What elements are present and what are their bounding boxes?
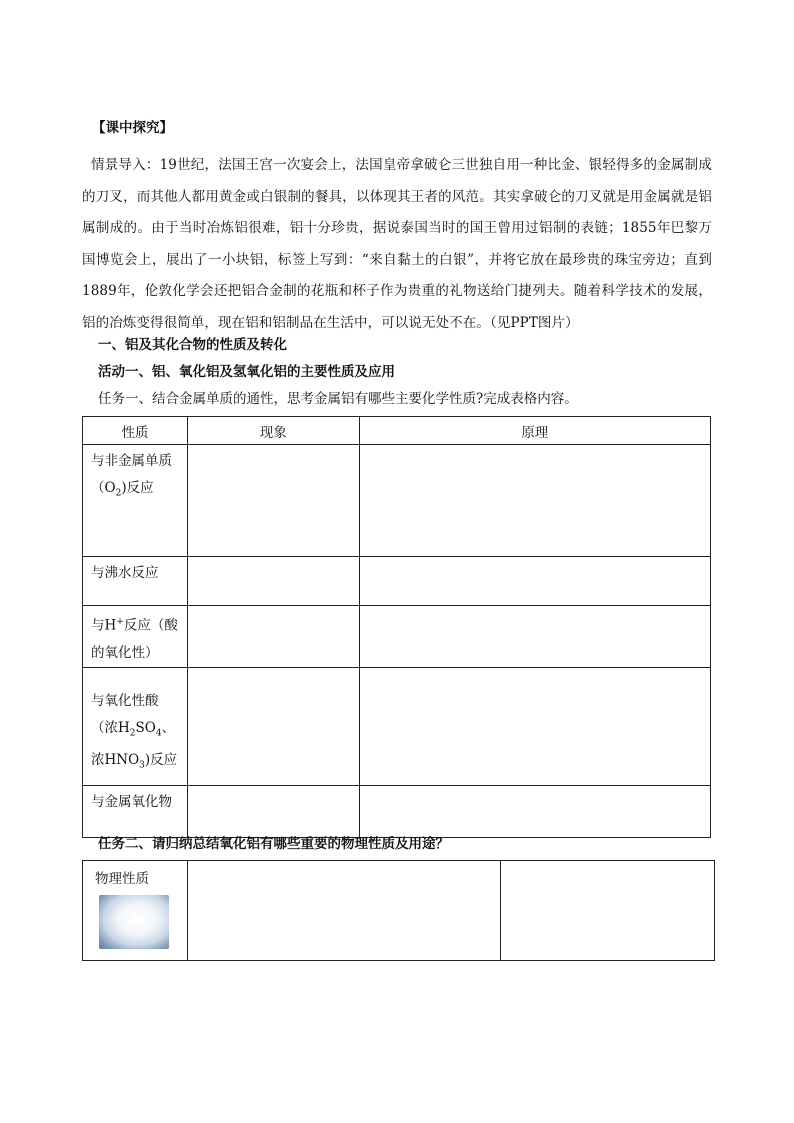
property-cell: 与H+反应（酸的氧化性）	[83, 606, 188, 668]
task-2-text: 任务二、请归纳总结氧化铝有哪些重要的物理性质及用途？	[98, 836, 449, 852]
white-powder-photo-icon	[99, 895, 169, 949]
table-row	[83, 557, 711, 606]
property-cell: 与氧化性酸（浓$H_2SO_4$、浓$HNO_3$)反应	[83, 667, 188, 785]
intro-paragraph: 情景导入：19世纪，法国王宫一次宴会上，法国皇帝拿破仑三世独自用一种比金、银轻得多的金属制成的刀叉，而其他人都用黄金或白银制的餐具，以体现其王者的风范。其实拿破仑的刀叉就是用金属就是铝属制成的。由于当时冶炼铝很难，铝十分珍贵，据说泰国当时的国王曾用过铝制的表链；1855年巴黎万国博览会上，展出了一小块铝，标签上写到：“来自黏土的白银”，并将它放在最珍贵的珠宝旁边；直到1889年，伦敦化学会还把铝合金制的花瓶和杯子作为贵重的礼物送给门捷列夫。随着科学技术的发展，铝的冶炼变得很简单，现在铝和铝制品在生活中，可以说无处不在。（见PPT图片）	[82, 157, 712, 331]
principle-cell[interactable]	[359, 785, 710, 837]
principle-cell[interactable]	[359, 606, 710, 668]
phenomenon-cell[interactable]	[187, 445, 359, 557]
property-cell: 与沸水反应	[83, 557, 188, 606]
header-phenomenon: 现象	[187, 417, 359, 445]
table-row	[83, 606, 711, 668]
principle-cell[interactable]	[359, 667, 710, 785]
usage-answer-cell[interactable]	[501, 861, 715, 961]
phenomenon-cell[interactable]	[187, 785, 359, 837]
physical-property-label: 物理性质	[95, 871, 149, 887]
task-1-text: 任务一、结合金属单质的通性，思考金属铝有哪些主要化学性质?完成表格内容。	[98, 391, 578, 407]
property-cell: 与非金属单质$(O_2)$反应	[83, 445, 188, 557]
table-row	[83, 667, 711, 785]
chemical-properties-table	[82, 416, 711, 838]
phenomenon-cell[interactable]	[187, 667, 359, 785]
heading-2: 活动一、铝、氧化铝及氢氧化铝的主要性质及应用	[98, 364, 395, 380]
physical-property-answer-cell[interactable]	[187, 861, 500, 961]
physical-properties-table	[82, 860, 715, 961]
phenomenon-cell[interactable]	[187, 557, 359, 606]
table-row	[83, 785, 711, 837]
phenomenon-cell[interactable]	[187, 606, 359, 668]
principle-cell[interactable]	[359, 445, 710, 557]
section-title: 【课中探究】	[92, 120, 173, 136]
heading-1: 一、铝及其化合物的性质及转化	[98, 337, 287, 353]
table-row	[83, 861, 715, 961]
principle-cell[interactable]	[359, 557, 710, 606]
header-property: 性质	[83, 417, 188, 445]
table-row	[83, 445, 711, 557]
physical-property-label-cell	[83, 861, 188, 961]
property-cell: 与金属氧化物	[83, 785, 188, 837]
table-header-row	[83, 417, 711, 445]
header-principle: 原理	[359, 417, 710, 445]
